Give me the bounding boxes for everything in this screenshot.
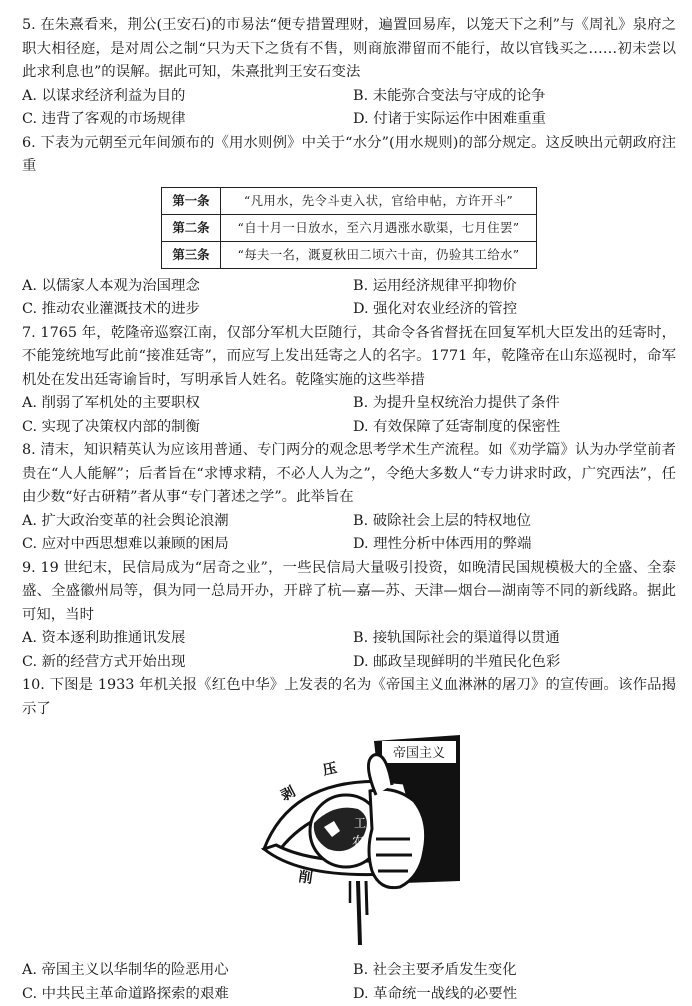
table-row [162,214,537,241]
option-c: C. 应对中西思想难以兼顾的困局 [22,533,353,557]
question-8 [22,439,676,557]
option-b: B. 破除社会上层的特权地位 [353,510,676,534]
table-row [162,241,537,268]
option-c: C. 实现了决策权内部的制衡 [22,416,353,440]
question-10-stem: 10. 下图是 1933 年机关报《红色中华》上发表的名为《帝国主义血淋淋的屠刀》的宣传画。该作品揭示了 [22,674,676,721]
option-a: A. 帝国主义以华制华的险恶用心 [22,959,353,983]
option-d: D. 理性分析中体西用的弊端 [353,533,676,557]
option-d: D. 强化对农业经济的管控 [353,298,676,322]
question-7-options [22,392,676,439]
option-b: B. 社会主要矛盾发生变化 [353,959,676,983]
option-b: B. 接轨国际社会的渠道得以贯通 [353,627,676,651]
water-rules-table [161,187,537,269]
option-b: B. 未能弥合变法与守成的论争 [353,85,676,109]
option-d: D. 邮政呈现鲜明的半殖民化色彩 [353,651,676,675]
question-6-stem: 6. 下表为元朝至元年间颁布的《用水则例》中关于“水分”(用水规则)的部分规定。这反映出元朝政府注重 [22,132,676,179]
table-cell-label: 第一条 [162,187,221,214]
option-b: B. 为提升皇权统治力提供了条件 [353,392,676,416]
option-a: A. 以谋求经济利益为目的 [22,85,353,109]
option-c: C. 推动农业灌溉技术的进步 [22,298,353,322]
label-worker: 工 [354,816,366,830]
label-exploit-lower: 削 [297,868,313,887]
label-exploit-upper: 剥 [278,783,298,805]
question-6-options [22,275,676,322]
option-c: C. 中共民主革命道路探索的艰难 [22,983,353,1006]
label-farmer: 农 [352,834,364,848]
option-a: A. 削弱了军机处的主要职权 [22,392,353,416]
question-7-stem: 7. 1765 年，乾隆帝巡察江南，仅部分军机大臣随行，其命令各省督抚在回复军机大臣发出的廷寄时，不能笼统地写此前“接准廷寄”，而应写上发出廷寄之人的名字。1771 年，乾隆帝在山东巡视时，命军机处在发出廷寄谕旨时，写明承旨人姓名。乾隆实施的这些举措 [22,322,676,393]
question-8-options [22,510,676,557]
table-cell-text: “每夫一名，溉夏秋田二顷六十亩，仍验其工给水” [221,241,537,268]
option-a: A. 以儒家人本观为治国理念 [22,275,353,299]
table-cell-label: 第二条 [162,214,221,241]
question-9-options [22,627,676,674]
question-9 [22,557,676,675]
option-d: D. 革命统一战线的必要性 [353,983,676,1006]
blood-drip-2 [366,881,367,915]
option-a: A. 扩大政治变革的社会舆论浪潮 [22,510,353,534]
water-rules-table-wrap [22,187,676,269]
question-7 [22,322,676,440]
option-c: C. 违背了客观的市场规律 [22,108,353,132]
label-imperialism: 帝国主义 [393,745,445,761]
question-5 [22,14,676,132]
question-5-stem: 5. 在朱熹看来，荆公(王安石)的市易法“便专措置理财，遍置回易库，以笼天下之利”与《周礼》泉府之职大相径庭，是对周公之制“只为天下之货有不售，则商旅滞留而不能行，故以官钱买之……初未尝以此求利息也”的误解。据此可知，朱熹批判王安石变法 [22,14,676,85]
question-10-options [22,959,676,1006]
option-d: D. 付诸于实际运作中困难重重 [353,108,676,132]
table-row [162,187,537,214]
option-d: D. 有效保障了廷寄制度的保密性 [353,416,676,440]
option-a: A. 资本逐利助推通讯发展 [22,627,353,651]
table-cell-text: “自十月一日放水，至六月遇涨水歇渠，七月住罢” [221,214,537,241]
label-oppress: 压 [322,760,339,779]
blood-drip-1 [358,881,360,945]
table-cell-label: 第三条 [162,241,221,268]
table-cell-text: “凡用水，先令斗吏入状，官给申帖，方许开斗” [221,187,537,214]
question-9-stem: 9. 19 世纪末，民信局成为“居奇之业”，一些民信局大量吸引投资，如晚清民国规模极大的全盛、全泰盛、全盛徽州局等，俱为同一总局开办，开辟了杭—嘉—苏、天津—烟台—湖南等不同的新线路。据此可知，当时 [22,557,676,628]
propaganda-figure-wrap [22,731,676,945]
option-b: B. 运用经济规律平抑物价 [353,275,676,299]
question-10 [22,674,676,1006]
question-5-options [22,85,676,132]
question-6 [22,132,676,322]
option-c: C. 新的经营方式开始出现 [22,651,353,675]
question-8-stem: 8. 清末，知识精英认为应该用普通、专门两分的观念思考学术生产流程。如《劝学篇》认为办学堂前者贵在“人人能解”；后者旨在“求博求精，不必人人为之”，令绝大多数人“专力讲求时政，广究西法”，任由少数“好古研精”者从事“专门著述之学”。此举旨在 [22,439,676,510]
propaganda-poster-illustration [254,731,460,945]
